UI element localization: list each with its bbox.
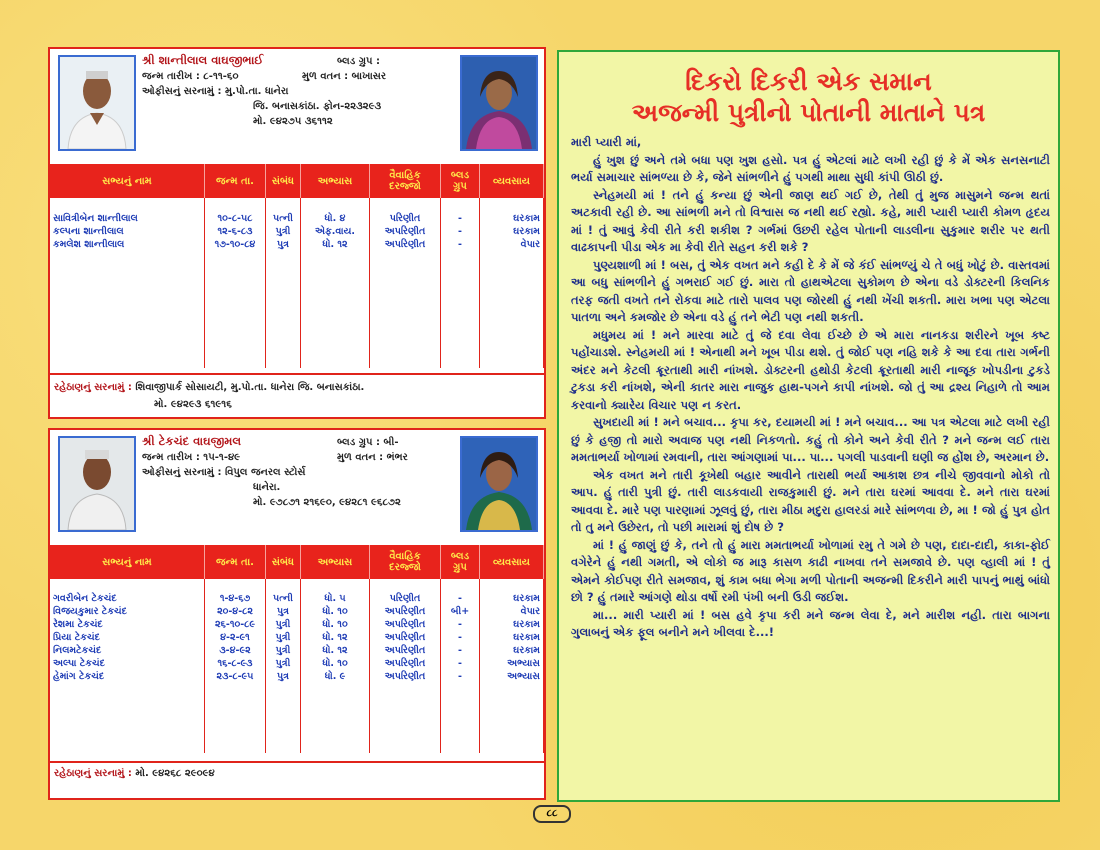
- member-relation: પત્ની: [266, 212, 301, 225]
- member-name: ગવરીબેન ટેકચંદ: [50, 592, 205, 605]
- member-occupation: ઘરકામ: [480, 618, 544, 631]
- member-dob: ૧૭-૧૦-૮૪: [205, 238, 266, 251]
- head-name: શ્રી શાન્તીલાલ વાઘજીભાઈ: [142, 53, 264, 67]
- table-row: [50, 212, 544, 225]
- member-education: ધો. ૯: [301, 670, 370, 683]
- member-name: વિજયકુમાર ટેકચંદ: [50, 605, 205, 618]
- member-relation: પુત્રી: [266, 644, 301, 657]
- letter-panel: [557, 50, 1060, 802]
- member-relation: પુત્રી: [266, 631, 301, 644]
- letter-paragraph: માં ! હું જાણું છું કે, તને તો હું મારા મમતાભર્યા ખોળામાં રમુ તે ગમે છે પણ, દાદા-દાદી, કાકા-ફોઈ વગેરેને હું નથી ગમતી, એ લોકો જ મારૂ કાસળ કાઢી નાખવા તને સમજાવે છે. પણ વ્હાલી માં ! તું એમને કોઈપણ રીતે સમજાવ, શું કામ બધા ભેગા મળી પોતાની અજન્મી દિકરીને મારી પાપનું ભાથું બાંધો છો ? હું તમારે આંગણે થોડા વર્ષો રમી પંખી બની ઉડી જઈશ.: [571, 537, 1050, 604]
- residence-text: મો. ૯૪૨૬૮ ૨૯૦૯૪: [135, 768, 215, 779]
- member-name: કલ્પના શાન્તીલાલ: [50, 225, 205, 238]
- office-address: ઓફીસનું સરનામું : મુ.પો.તા. ધાનેરા: [142, 86, 289, 97]
- members-table: [50, 545, 544, 753]
- col-education: અભ્યાસ: [301, 164, 370, 198]
- member-marital: અપરિણીત: [370, 605, 441, 618]
- member-marital: પરિણીત: [370, 592, 441, 605]
- residence-address: [50, 761, 544, 798]
- member-dob: ૨૦-૪-૮૨: [205, 605, 266, 618]
- member-blood: -: [441, 657, 480, 670]
- letter-paragraph: સ્નેહમયી માં ! તને હું કન્યા છું એની જાણ થઈ ગઈ છે, તેથી તું મુજ માસુમને જન્મ થતાં અટકાવી રહી છે. આ સાંભળી મને તો વિશ્વાસ જ નથી થઈ રહ્યો. કહે, મારી પ્યારી પ્યારી કોમળ હૃદય માં ! તું આવું કેવી રીતે કરી શકીશ ? ગર્ભમાં ઉછરી રહેલ પોતાની લાડલીના સુકુમાર શરીર પર થતી વાઢકાપની પીડા એક મા કેવી રીતે સહન કરી શકે ?: [571, 187, 1050, 254]
- member-blood: -: [441, 670, 480, 683]
- member-name: કમલેશ શાન્તીલાલ: [50, 238, 205, 251]
- member-relation: પુત્ર: [266, 238, 301, 251]
- letter-paragraph: એક વખત મને તારી કૂખેથી બહાર આવીને તારાથી ભર્યા આકાશ છત્ર નીચે જીવવાનો મોકો તો આપ. હું તારી પુત્રી છું. તારી લાડકવાયી રાજકુમારી છું. મને તારા ઘરમાં આવવા દે. મને તારા ઘરમાં આવવા દે. મારે પણ પારણામાં ઝૂલવું છું, તારા મીઠા મદુરા હાલરડાં મારે સાંભળવા છે, મા ! જો હું પુત્ર હોત તો તુ મને ઉછેરત, તો પછી મારામાં શું દોષ છે ?: [571, 467, 1050, 534]
- head-name: શ્રી ટેકચંદ વાઘજીમલ: [142, 434, 242, 448]
- member-marital: અપરિણીત: [370, 657, 441, 670]
- member-relation: પુત્ર: [266, 670, 301, 683]
- member-occupation: ઘરકામ: [480, 644, 544, 657]
- birth-date: જન્મ તારીખ : ૧૫-૧-૪૯: [142, 452, 241, 463]
- col-blood: બ્લડ ગ્રુપ: [441, 545, 480, 579]
- table-row: [50, 657, 544, 670]
- member-education: ધો. ૧૨: [301, 644, 370, 657]
- member-education: ધો. ૧૨: [301, 238, 370, 251]
- member-blood: -: [441, 644, 480, 657]
- col-marital: વૈવાહિક દરજ્જો: [370, 164, 441, 198]
- member-blood: -: [441, 618, 480, 631]
- office-address-line2: જિ. બનાસકાંઠા. ફોન-૨૨૩૨૯૩: [253, 101, 382, 112]
- member-marital: અપરિણીત: [370, 238, 441, 251]
- table-header-row: [50, 164, 544, 198]
- head-photo: [58, 55, 136, 151]
- member-education: ધો. ૪: [301, 212, 370, 225]
- family-card-1: [48, 47, 546, 419]
- table-header-row: [50, 545, 544, 579]
- native-place: મુળ વતન : બાખાસર: [302, 71, 387, 82]
- residence-text: શિવાજીપાર્ક સોસાયટી, મુ.પો.તા. ધાનેરા જિ. બનાસકાંઠા.: [135, 382, 365, 393]
- residence-address: [50, 373, 544, 417]
- family-card-2: [48, 428, 546, 800]
- member-marital: અપરિણીત: [370, 631, 441, 644]
- member-name: હેમાંગ ટેકચંદ: [50, 670, 205, 683]
- member-education: ધો. ૧૦: [301, 657, 370, 670]
- member-name: નિલમટેકચંદ: [50, 644, 205, 657]
- member-name: સાવિત્રીબેન શાન્તીલાલ: [50, 212, 205, 225]
- family-header: [50, 49, 544, 164]
- member-occupation: ઘરકામ: [480, 631, 544, 644]
- member-marital: પરિણીત: [370, 212, 441, 225]
- member-occupation: વેપાર: [480, 605, 544, 618]
- family-details: [142, 53, 386, 129]
- member-marital: અપરિણીત: [370, 670, 441, 683]
- residence-phone: મો. ૯૪૨૯૩ ૬૧૯૧૬: [154, 399, 232, 410]
- letter-title-line2: અજન્મી પુત્રીનો પોતાની માતાને પત્ર: [631, 98, 986, 127]
- spouse-photo: [460, 436, 538, 532]
- spouse-photo: [460, 55, 538, 151]
- member-name: અલ્પા ટેકચંદ: [50, 657, 205, 670]
- head-photo: [58, 436, 136, 532]
- letter-paragraph: હું ખુશ છું અને તમે બધા પણ ખુશ હસો. પત્ર હું એટલાં માટે લખી રહી છું કે મેં એક સનસનાટી ભર્યા સમાચાર સાંભળ્યા છે કે, જેને સાંભળીને હું પગથી માથા સુધી કાંપી ઊઠી છું.: [571, 152, 1050, 184]
- member-dob: ૨૩-૮-૯૫: [205, 670, 266, 683]
- letter-paragraph: સુખદાયી માં ! મને બચાવ... કૃપા કર, દયામયી માં ! મને બચાવ... આ પત્ર એટલા માટે લખી રહી છું કે હજી તો મારો અવાજ પણ નથી નિકળતો. કહું તો કોને અને કેવી રીતે ? મને જન્મ લઈ તારા મમતાભર્યા ખોળામાં રમવાની, તારા આંગણામાં પા... પા... પગલી પાડવાની ઘણી જ હોંશ છે, અરમાન છે.: [571, 415, 1050, 464]
- col-education: અભ્યાસ: [301, 545, 370, 579]
- native-place: મુળ વતન : ભંભર: [337, 452, 408, 463]
- office-phone: મો. ૯૭૮૭૧ ૨૧૬૯૦, ૯૪૨૮૧ ૯૬૮૭૨: [253, 497, 401, 508]
- member-relation: પુત્રી: [266, 618, 301, 631]
- member-marital: અપરિણીત: [370, 644, 441, 657]
- member-education: ધો. ૧૨: [301, 631, 370, 644]
- member-blood: -: [441, 631, 480, 644]
- table-row: [50, 605, 544, 618]
- col-dob: જન્મ તા.: [205, 545, 266, 579]
- letter-paragraph: મા... મારી પ્યારી માં ! બસ હવે કૃપા કરી મને જન્મ લેવા દે, મને મારીશ નહી. તારા બાગના ગુલાબનું એક ફૂલ બનીને મને ખીલવા દે...!: [571, 607, 1050, 639]
- member-dob: ૧-૪-૬૭: [205, 592, 266, 605]
- member-education: ધો. ૧૦: [301, 605, 370, 618]
- residence-label: રહેઠાણનું સરનામું :: [54, 382, 132, 393]
- office-address-line2: ધાનેરા.: [253, 482, 281, 493]
- member-dob: ૩-૪-૯૨: [205, 644, 266, 657]
- table-row: [50, 225, 544, 238]
- col-marital: વૈવાહિક દરજ્જો: [370, 545, 441, 579]
- member-relation: પત્ની: [266, 592, 301, 605]
- col-blood: બ્લડ ગ્રુપ: [441, 164, 480, 198]
- page-number: ૮૮: [533, 805, 571, 823]
- member-relation: પુત્ર: [266, 605, 301, 618]
- member-education: ધો. ૫: [301, 592, 370, 605]
- member-occupation: વેપાર: [480, 238, 544, 251]
- member-occupation: અભ્યાસ: [480, 670, 544, 683]
- member-education: એફ.વાય.: [301, 225, 370, 238]
- birth-date: જન્મ તારીખ : ૮-૧૧-૬૦: [142, 71, 239, 82]
- col-name: સભ્યનું નામ: [50, 545, 205, 579]
- table-row: [50, 618, 544, 631]
- table-row: [50, 644, 544, 657]
- member-name: પ્રિયા ટેકચંદ: [50, 631, 205, 644]
- letter-paragraph: પુણ્યશાળી માં ! બસ, તું એક વખત મને કહી દે કે મેં જે કંઈ સાંભળ્યું ચે તે બધું ખોટું છે. વાસ્તવમાં આ બધુ સાંભળીને હું ગભરાઈ ગઈ છું. મારા તો હાથએટલા સુકોમળ છે એના વડે ડોક્ટરની કિલનિક તરફ જતી વખતે તને રોકવા માટે તારો પાલવ પણ જોરથી હું નથી ખેંચી શકતી. મારા ખભા પણ એટલા પાતળા અને કમજોર છે એના વડે હું તને ભેટી પણ નથી શકતી.: [571, 257, 1050, 324]
- member-blood: બી+: [441, 605, 480, 618]
- family-details: [142, 434, 408, 510]
- col-dob: જન્મ તા.: [205, 164, 266, 198]
- member-marital: અપરિણીત: [370, 225, 441, 238]
- office-address: ઓફીસનું સરનામું : વિપુલ જનરલ સ્ટોર્સ: [142, 467, 306, 478]
- member-dob: ૨૬-૧૦-૮૯: [205, 618, 266, 631]
- table-row: [50, 238, 544, 251]
- letter-body: [559, 128, 1058, 642]
- member-occupation: ઘરકામ: [480, 592, 544, 605]
- member-relation: પુત્રી: [266, 657, 301, 670]
- member-occupation: અભ્યાસ: [480, 657, 544, 670]
- member-education: ધો. ૧૦: [301, 618, 370, 631]
- family-header: [50, 430, 544, 545]
- member-blood: -: [441, 212, 480, 225]
- member-dob: ૧૦-૮-૫૮: [205, 212, 266, 225]
- member-relation: પુત્રી: [266, 225, 301, 238]
- table-row: [50, 592, 544, 605]
- member-dob: ૧૬-૮-૯૩: [205, 657, 266, 670]
- letter-salutation: મારી પ્યારી માં,: [571, 135, 642, 149]
- col-occupation: વ્યવસાય: [480, 164, 544, 198]
- member-blood: -: [441, 238, 480, 251]
- member-blood: -: [441, 225, 480, 238]
- residence-label: રહેઠાણનું સરનામું :: [54, 768, 132, 779]
- table-row: [50, 670, 544, 683]
- letter-title: [559, 66, 1058, 128]
- col-name: સભ્યનું નામ: [50, 164, 205, 198]
- letter-title-line1: દિકરો દિકરી એક સમાન: [685, 67, 932, 96]
- member-dob: ૪-૨-૯૧: [205, 631, 266, 644]
- members-table: [50, 164, 544, 368]
- col-relation: સંબંધ: [266, 545, 301, 579]
- office-phone: મો. ૯૪૨૭૫ ૩૬૧૧૨: [253, 116, 333, 127]
- blood-group: બ્લડ ગ્રુપ : બી-: [337, 437, 399, 448]
- col-occupation: વ્યવસાય: [480, 545, 544, 579]
- col-relation: સંબંધ: [266, 164, 301, 198]
- member-name: રેશમા ટેકચંદ: [50, 618, 205, 631]
- letter-paragraph: મધુમય માં ! મને મારવા માટે તું જે દવા લેવા ઈચ્છે છે એ મારા નાનકડા શરીરને ખૂબ કષ્ટ પહોંચાડશે. સ્નેહમયી માં ! એનાથી મને ખૂબ પીડા થશે. તું જોઈ પણ નહિ શકે કે આ દવા તારા ગર્ભની અંદર મને કેટલી ક્રૂરતાથી મારી નાંખશે. ડોક્ટરની હથોડી કેટલી ક્રૂરતાથી મારી નાજૂક ખોપડીના ટુકડે ટુકડા કરી નાંખશે, એની કાતર મારા નાજુક હાથ-પગને કાપી નાંખશે. જો તું આ દ્રશ્ય નિહાળે તો આમ કરવાનો ક્યારેય વિચાર પણ ન કરત.: [571, 327, 1050, 412]
- table-row: [50, 631, 544, 644]
- member-occupation: ઘરકામ: [480, 212, 544, 225]
- member-dob: ૧૨-૬-૮૩: [205, 225, 266, 238]
- member-blood: -: [441, 592, 480, 605]
- member-marital: અપરિણીત: [370, 618, 441, 631]
- member-occupation: ઘરકામ: [480, 225, 544, 238]
- blood-group: બ્લડ ગ્રુપ :: [337, 56, 380, 67]
